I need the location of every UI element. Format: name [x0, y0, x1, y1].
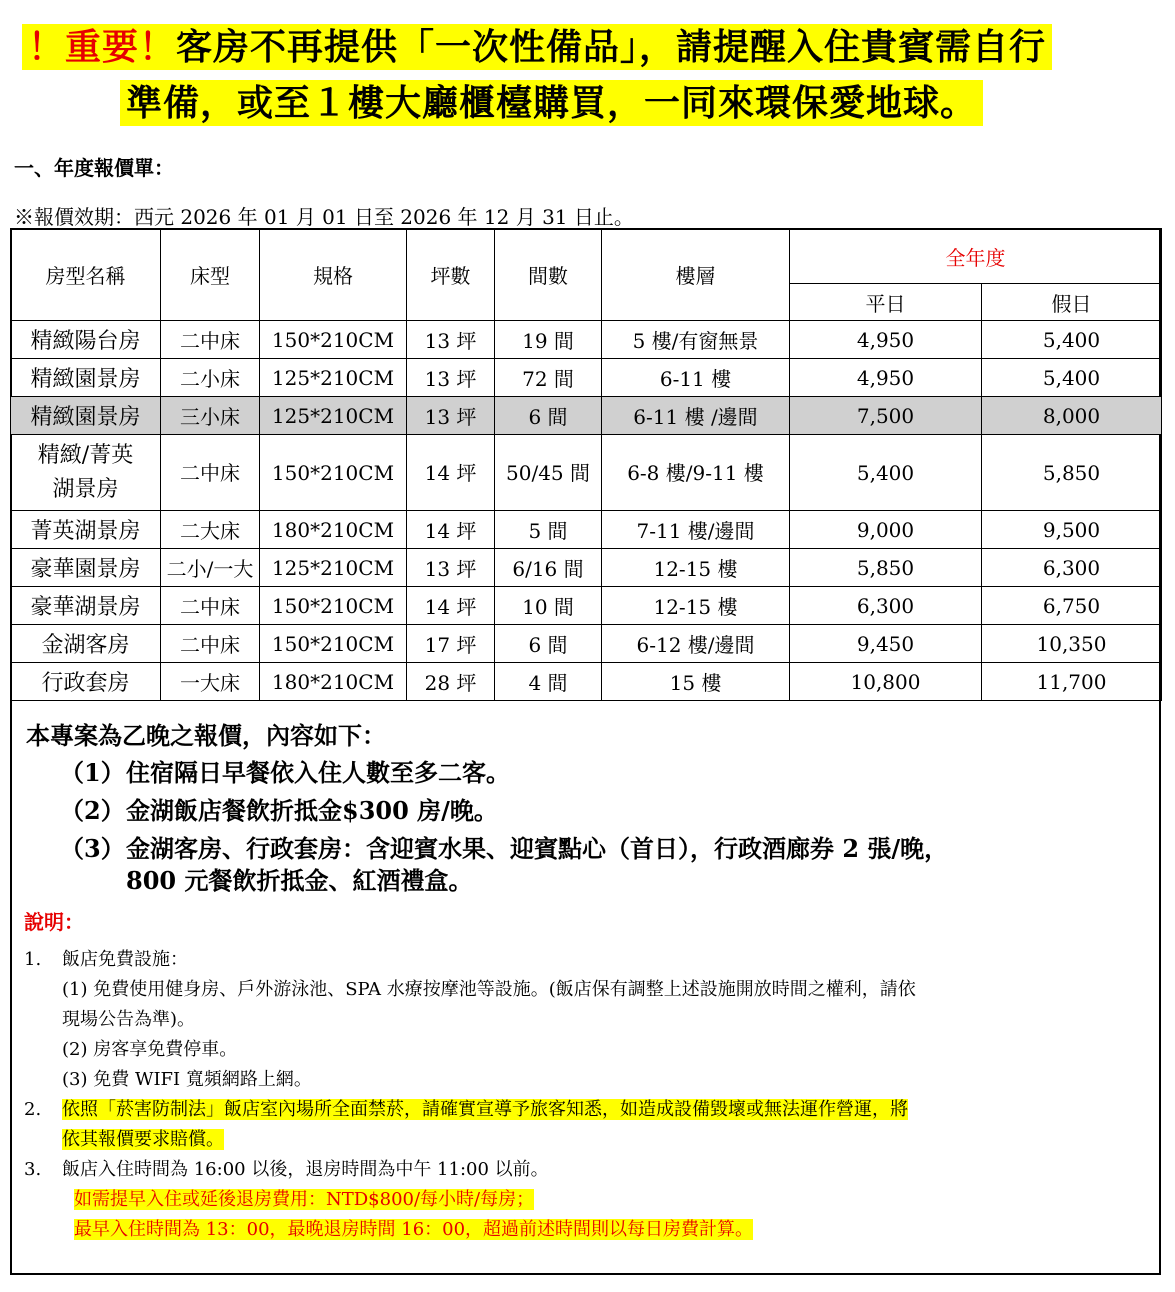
room-count: 5 間 [495, 511, 602, 549]
room-spec: 150*210CM [260, 321, 407, 359]
room-spec: 180*210CM [260, 511, 407, 549]
table-row [11, 321, 1162, 359]
price-holiday: 8,000 [982, 397, 1162, 435]
price-weekday: 6,300 [790, 587, 982, 625]
room-spec: 150*210CM [260, 435, 407, 511]
room-name-line-2: 湖景房 [52, 476, 119, 502]
package-item-label: （2） [60, 796, 125, 825]
room-spec: 150*210CM [260, 587, 407, 625]
table-row [11, 511, 1162, 549]
header-count: 間數 [495, 229, 602, 321]
item-number: 1. [24, 949, 42, 970]
room-name: 菁英湖景房 [11, 511, 161, 549]
price-weekday: 7,500 [790, 397, 982, 435]
validity-period: ※報價效期：西元 2026 年 01 月 01 日至 2026 年 12 月 31 日止。 [14, 205, 634, 229]
rate-table [10, 228, 1162, 701]
bed-type: 二中床 [161, 587, 260, 625]
room-ping: 14 坪 [407, 511, 495, 549]
room-floor: 6-11 樓 [602, 359, 790, 397]
price-holiday: 5,400 [982, 359, 1162, 397]
bed-type: 二大床 [161, 511, 260, 549]
price-weekday: 9,450 [790, 625, 982, 663]
table-row [11, 435, 1162, 511]
package-item [60, 757, 1146, 789]
item-text: 飯店入住時間為 16:00 以後，退房時間為中午 11:00 以前。 [62, 1159, 549, 1180]
room-name: 豪華湖景房 [11, 587, 161, 625]
room-floor: 7-11 樓/邊間 [602, 511, 790, 549]
package-item [60, 795, 1146, 827]
table-row [11, 359, 1162, 397]
header-weekday: 平日 [790, 284, 982, 321]
room-floor: 6-11 樓 /邊間 [602, 397, 790, 435]
package-details [26, 716, 1146, 897]
package-item-label: （1） [60, 758, 125, 787]
room-floor: 6-8 樓/9-11 樓 [602, 435, 790, 511]
room-ping: 14 坪 [407, 435, 495, 511]
bed-type: 二小/一大 [161, 549, 260, 587]
room-name [11, 435, 161, 511]
room-name: 行政套房 [11, 663, 161, 701]
bed-type: 三小床 [161, 397, 260, 435]
room-floor: 12-15 樓 [602, 549, 790, 587]
table-row [11, 549, 1162, 587]
package-title: 本專案為乙晚之報價，內容如下： [26, 721, 386, 750]
header-holiday: 假日 [982, 284, 1162, 321]
room-count: 10 間 [495, 587, 602, 625]
header-room: 房型名稱 [11, 229, 161, 321]
header-ping: 坪數 [407, 229, 495, 321]
room-spec: 180*210CM [260, 663, 407, 701]
room-name-line-1: 精緻/菁英 [37, 442, 134, 468]
explanation-title: 說明： [24, 910, 84, 934]
banner-line-1 [22, 24, 1052, 70]
banner-line-2: 準備，或至１樓大廳櫃檯購買，一同來環保愛地球。 [120, 80, 983, 126]
facility-line: (2) 房客享免費停車。 [62, 1039, 238, 1060]
facility-line: (3) 免費 WIFI 寬頻網路上網。 [62, 1069, 312, 1090]
room-ping: 13 坪 [407, 549, 495, 587]
room-count: 4 間 [495, 663, 602, 701]
room-name: 精緻陽台房 [11, 321, 161, 359]
price-weekday: 4,950 [790, 321, 982, 359]
room-floor: 12-15 樓 [602, 587, 790, 625]
room-name: 豪華園景房 [11, 549, 161, 587]
room-spec: 125*210CM [260, 549, 407, 587]
header-annual: 全年度 [790, 229, 1162, 284]
room-count: 6 間 [495, 397, 602, 435]
price-weekday: 9,000 [790, 511, 982, 549]
room-name: 精緻園景房 [11, 359, 161, 397]
bed-type: 二中床 [161, 625, 260, 663]
room-ping: 17 坪 [407, 625, 495, 663]
smoking-notice: 依照「菸害防制法」飯店室內場所全面禁菸，請確實宣導予旅客知悉，如造成設備毀壞或無法運作營運，將 [62, 1099, 908, 1120]
room-ping: 13 坪 [407, 397, 495, 435]
table-row-highlighted [11, 397, 1162, 435]
room-floor: 6-12 樓/邊間 [602, 625, 790, 663]
header-spec: 規格 [260, 229, 407, 321]
room-spec: 125*210CM [260, 397, 407, 435]
table-row [11, 625, 1162, 663]
room-spec: 150*210CM [260, 625, 407, 663]
price-weekday: 10,800 [790, 663, 982, 701]
price-holiday: 5,850 [982, 435, 1162, 511]
room-floor: 5 樓/有窗無景 [602, 321, 790, 359]
package-item [60, 833, 1146, 897]
room-count: 19 間 [495, 321, 602, 359]
section-title: 一、年度報價單： [14, 156, 174, 180]
checkin-checkout-limit [74, 1215, 1149, 1245]
room-count: 6 間 [495, 625, 602, 663]
banner-text-1: 客房不再提供「一次性備品」，請提醒入住貴賓需自行 [176, 26, 1047, 68]
facility-line: (1) 免費使用健身房、戶外游泳池、SPA 水療按摩池等設施。(飯店保有調整上述設施開放時間之權利，請依 [62, 979, 916, 1000]
table-row [11, 663, 1162, 701]
explanation-item [24, 945, 1149, 975]
price-weekday: 4,950 [790, 359, 982, 397]
important-label: ！重要！ [28, 26, 177, 68]
room-ping: 14 坪 [407, 587, 495, 625]
explanation-section [24, 906, 1149, 1245]
room-count: 50/45 間 [495, 435, 602, 511]
price-holiday: 11,700 [982, 663, 1162, 701]
package-item-label: （3） [60, 834, 125, 863]
package-item-text: 金湖飯店餐飲折抵金$300 房/晚。 [126, 796, 498, 825]
price-holiday: 6,750 [982, 587, 1162, 625]
room-ping: 28 坪 [407, 663, 495, 701]
explanation-item [24, 1155, 1149, 1185]
smoking-notice-text-2: 依其報價要求賠償。 [62, 1129, 224, 1150]
facility-line: 現場公告為準)。 [62, 1009, 196, 1030]
room-floor: 15 樓 [602, 663, 790, 701]
room-count: 6/16 間 [495, 549, 602, 587]
explanation-item [24, 1095, 1149, 1125]
price-holiday: 5,400 [982, 321, 1162, 359]
bed-type: 二中床 [161, 321, 260, 359]
bed-type: 二中床 [161, 435, 260, 511]
price-holiday: 9,500 [982, 511, 1162, 549]
header-floor: 樓層 [602, 229, 790, 321]
early-checkin-fee-text: 如需提早入住或延後退房費用：NTD$800/每小時/每房； [74, 1189, 535, 1210]
smoking-notice-line-2 [62, 1125, 1149, 1155]
room-name: 金湖客房 [11, 625, 161, 663]
checkin-checkout-limit-text: 最早入住時間為 13：00，最晚退房時間 16：00，超過前述時間則以每日房費計算。 [74, 1219, 754, 1240]
room-count: 72 間 [495, 359, 602, 397]
price-weekday: 5,400 [790, 435, 982, 511]
package-item-text: 住宿隔日早餐依入住人數至多二客。 [126, 758, 510, 787]
package-item-text-line-2: 800 元餐飲折抵金、紅酒禮盒。 [126, 866, 473, 895]
package-item-text [126, 833, 1136, 897]
table-row [11, 587, 1162, 625]
room-spec: 125*210CM [260, 359, 407, 397]
price-holiday: 6,300 [982, 549, 1162, 587]
bed-type: 二小床 [161, 359, 260, 397]
early-checkin-fee [74, 1185, 1149, 1215]
item-number: 3. [24, 1159, 42, 1180]
package-item-text-line-1: 金湖客房、行政套房：含迎賓水果、迎賓點心（首日），行政酒廊券 2 張/晚， [126, 834, 949, 863]
price-weekday: 5,850 [790, 549, 982, 587]
room-ping: 13 坪 [407, 359, 495, 397]
item-text: 飯店免費設施： [62, 949, 188, 970]
room-ping: 13 坪 [407, 321, 495, 359]
price-holiday: 10,350 [982, 625, 1162, 663]
bed-type: 一大床 [161, 663, 260, 701]
room-name: 精緻園景房 [11, 397, 161, 435]
item-number: 2. [24, 1099, 42, 1120]
header-bed: 床型 [161, 229, 260, 321]
